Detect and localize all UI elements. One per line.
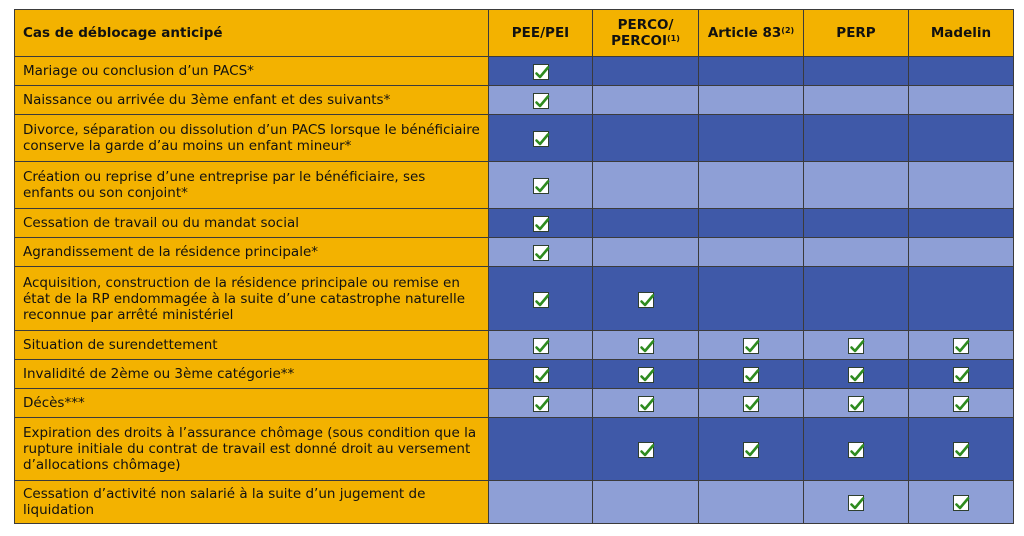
check-cell xyxy=(593,481,699,524)
check-cell xyxy=(593,238,699,267)
check-cell xyxy=(489,238,593,267)
check-cell xyxy=(909,238,1014,267)
check-cell xyxy=(804,267,909,331)
check-cell xyxy=(909,389,1014,418)
check-cell xyxy=(804,115,909,162)
checkmark-icon xyxy=(953,396,969,412)
check-cell xyxy=(909,267,1014,331)
check-cell xyxy=(699,238,804,267)
check-cell xyxy=(593,86,699,115)
checkmark-icon xyxy=(638,396,654,412)
checkmark-icon xyxy=(638,292,654,308)
check-cell xyxy=(489,418,593,481)
row-label: Expiration des droits à l’assurance chômage (sous condition que la rupture initiale du contrat de travail est donné droit au versement d’allocations chômage) xyxy=(15,418,489,481)
check-cell xyxy=(489,86,593,115)
checkmark-icon xyxy=(743,396,759,412)
check-cell xyxy=(804,331,909,360)
check-cell xyxy=(489,481,593,524)
table-row xyxy=(15,360,1014,389)
checkmark-icon xyxy=(638,367,654,383)
header-col-label: PEE/PEI xyxy=(511,25,570,41)
header-col-perco xyxy=(593,10,699,57)
header-col-sup: (1) xyxy=(667,34,680,43)
checkmark-icon xyxy=(533,396,549,412)
checkmark-icon xyxy=(743,338,759,354)
check-cell xyxy=(593,331,699,360)
checkmark-icon xyxy=(743,442,759,458)
checkmark-icon xyxy=(848,367,864,383)
checkmark-icon xyxy=(533,245,549,261)
check-cell xyxy=(909,331,1014,360)
row-label: Divorce, séparation ou dissolution d’un PACS lorsque le bénéficiaire conserve la garde d’au moins un enfant mineur* xyxy=(15,115,489,162)
row-label: Situation de surendettement xyxy=(15,331,489,360)
check-cell xyxy=(699,481,804,524)
header-col-perp xyxy=(804,10,909,57)
table-row xyxy=(15,481,1014,524)
checkmark-icon xyxy=(848,442,864,458)
header-col-label: Madelin xyxy=(930,25,992,41)
check-cell xyxy=(699,389,804,418)
header-col-label: Article 83 xyxy=(707,25,782,41)
row-label: Mariage ou conclusion d’un PACS* xyxy=(15,57,489,86)
row-label: Acquisition, construction de la résidence principale ou remise en état de la RP endommagée à la suite d’une catastrophe naturelle reconnue par arrêté ministériel xyxy=(15,267,489,331)
checkmark-icon xyxy=(533,292,549,308)
check-cell xyxy=(593,57,699,86)
early-release-table xyxy=(14,9,1014,524)
table-row xyxy=(15,238,1014,267)
row-label: Cessation d’activité non salarié à la suite d’un jugement de liquidation xyxy=(15,481,489,524)
checkmark-icon xyxy=(638,442,654,458)
checkmark-icon xyxy=(953,367,969,383)
row-label: Création ou reprise d’une entreprise par le bénéficiaire, ses enfants ou son conjoint* xyxy=(15,162,489,209)
table-row xyxy=(15,331,1014,360)
table-row xyxy=(15,209,1014,238)
check-cell xyxy=(699,360,804,389)
checkmark-icon xyxy=(953,338,969,354)
checkmark-icon xyxy=(533,64,549,80)
table-row xyxy=(15,86,1014,115)
header-case: Cas de déblocage anticipé xyxy=(15,10,489,57)
check-cell xyxy=(489,162,593,209)
check-cell xyxy=(909,115,1014,162)
check-cell xyxy=(699,86,804,115)
check-cell xyxy=(593,115,699,162)
header-col-label: PERP xyxy=(836,25,876,41)
checkmark-icon xyxy=(533,178,549,194)
header-col-sup: (2) xyxy=(781,26,795,35)
check-cell xyxy=(909,162,1014,209)
check-cell xyxy=(593,389,699,418)
check-cell xyxy=(699,115,804,162)
row-label: Invalidité de 2ème ou 3ème catégorie** xyxy=(15,360,489,389)
row-label: Naissance ou arrivée du 3ème enfant et des suivants* xyxy=(15,86,489,115)
checkmark-icon xyxy=(533,131,549,147)
table-body xyxy=(15,57,1014,524)
table-row xyxy=(15,418,1014,481)
check-cell xyxy=(593,418,699,481)
check-cell xyxy=(909,418,1014,481)
check-cell xyxy=(804,360,909,389)
check-cell xyxy=(489,267,593,331)
checkmark-icon xyxy=(848,495,864,511)
check-cell xyxy=(489,209,593,238)
check-cell xyxy=(593,162,699,209)
checkmark-icon xyxy=(533,338,549,354)
check-cell xyxy=(804,57,909,86)
row-label: Décès*** xyxy=(15,389,489,418)
check-cell xyxy=(489,331,593,360)
check-cell xyxy=(804,86,909,115)
check-cell xyxy=(593,209,699,238)
check-cell xyxy=(804,389,909,418)
check-cell xyxy=(804,209,909,238)
checkmark-icon xyxy=(848,396,864,412)
check-cell xyxy=(489,115,593,162)
table-row xyxy=(15,389,1014,418)
header-col-article83 xyxy=(699,10,804,57)
check-cell xyxy=(909,86,1014,115)
header-col-label: PERCO/ PERCOI xyxy=(611,17,674,49)
check-cell xyxy=(804,481,909,524)
check-cell xyxy=(909,209,1014,238)
check-cell xyxy=(699,209,804,238)
header-col-madelin xyxy=(909,10,1014,57)
row-label: Cessation de travail ou du mandat social xyxy=(15,209,489,238)
check-cell xyxy=(489,57,593,86)
check-cell xyxy=(804,238,909,267)
check-cell xyxy=(909,481,1014,524)
check-cell xyxy=(593,360,699,389)
check-cell xyxy=(699,331,804,360)
check-cell xyxy=(699,162,804,209)
row-label: Agrandissement de la résidence principale* xyxy=(15,238,489,267)
checkmark-icon xyxy=(533,216,549,232)
check-cell xyxy=(699,418,804,481)
checkmark-icon xyxy=(848,338,864,354)
check-cell xyxy=(593,267,699,331)
checkmark-icon xyxy=(743,367,759,383)
header-col-pee xyxy=(489,10,593,57)
table-row xyxy=(15,57,1014,86)
check-cell xyxy=(909,360,1014,389)
checkmark-icon xyxy=(533,93,549,109)
checkmark-icon xyxy=(953,495,969,511)
table-row xyxy=(15,115,1014,162)
check-cell xyxy=(699,267,804,331)
table-row xyxy=(15,162,1014,209)
check-cell xyxy=(909,57,1014,86)
checkmark-icon xyxy=(953,442,969,458)
check-cell xyxy=(699,57,804,86)
check-cell xyxy=(804,418,909,481)
table-row xyxy=(15,267,1014,331)
check-cell xyxy=(489,360,593,389)
check-cell xyxy=(804,162,909,209)
checkmark-icon xyxy=(533,367,549,383)
header-row xyxy=(15,10,1014,57)
check-cell xyxy=(489,389,593,418)
checkmark-icon xyxy=(638,338,654,354)
